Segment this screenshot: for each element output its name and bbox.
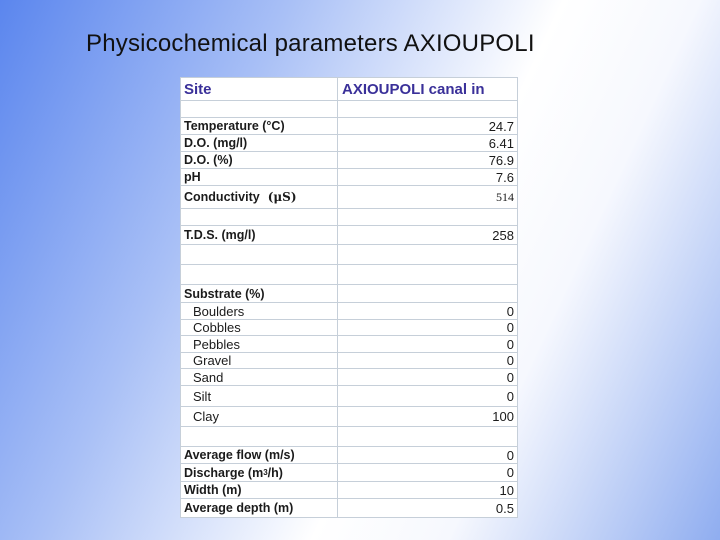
row-label: Boulders [181, 303, 338, 319]
row-value: 0 [506, 388, 514, 404]
table-row [181, 152, 517, 169]
row-value: 0 [506, 369, 514, 385]
row-label: Average flow (m/s) [181, 447, 338, 463]
table-row [181, 499, 517, 517]
discharge-label-suffix: /h) [267, 465, 283, 480]
row-label: Cobbles [181, 320, 338, 335]
table-header-row [181, 78, 517, 101]
table-row [181, 118, 517, 135]
row-value: 6.41 [488, 135, 514, 151]
site-header-value: AXIOUPOLI canal in [342, 80, 485, 98]
row-value: 10 [499, 482, 514, 498]
table-spacer-row [181, 265, 517, 285]
row-value: 514 [496, 189, 514, 204]
row-label: Clay [181, 407, 338, 426]
discharge-label-superscript: 3 [263, 468, 268, 477]
row-value: 7.6 [495, 169, 514, 185]
row-value: 0 [506, 303, 514, 319]
table-spacer-row [181, 427, 517, 447]
row-label: pH [181, 169, 338, 185]
row-label: Pebbles [181, 336, 338, 352]
row-label: Gravel [181, 353, 338, 368]
discharge-label-prefix: Discharge (m [184, 465, 264, 480]
table-row [181, 464, 517, 482]
row-label: D.O. (%) [181, 152, 338, 168]
table-row [181, 303, 517, 320]
row-value: 76.9 [488, 152, 514, 168]
table-row [181, 353, 517, 369]
table-row [181, 135, 517, 152]
parameters-table [180, 77, 518, 518]
row-label [181, 464, 338, 481]
row-label: Temperature (°C) [181, 118, 338, 134]
row-label: Width (m) [181, 482, 338, 498]
conductivity-label: Conductivity [184, 190, 260, 204]
table-row [181, 386, 517, 407]
row-label: D.O. (mg/l) [181, 135, 338, 151]
table-row [181, 369, 517, 386]
row-value: 0 [506, 447, 514, 463]
row-value: 258 [492, 227, 514, 243]
site-header-label: Site [181, 78, 338, 100]
table-row [181, 407, 517, 427]
row-value: 100 [492, 409, 514, 424]
row-value: 0 [506, 320, 514, 335]
row-value: 24.7 [488, 118, 514, 134]
row-label: Silt [181, 386, 338, 406]
table-spacer-row [181, 209, 517, 226]
table-spacer-row [181, 245, 517, 265]
row-value: 0 [506, 336, 514, 352]
row-label: Substrate (%) [181, 285, 338, 302]
row-value: 0.5 [495, 500, 514, 516]
conductivity-unit: (μS) [267, 190, 297, 204]
row-label: T.D.S. (mg/l) [181, 226, 338, 244]
table-row [181, 336, 517, 353]
row-label: Average depth (m) [181, 499, 338, 517]
table-row [181, 447, 517, 464]
table-row [181, 285, 517, 303]
table-row [181, 226, 517, 245]
table-row [181, 482, 517, 499]
row-value: 0 [506, 465, 514, 480]
table-row [181, 169, 517, 186]
table-row [181, 320, 517, 336]
row-label: Sand [181, 369, 338, 385]
table-spacer-row [181, 101, 517, 118]
table-row [181, 186, 517, 209]
row-label [181, 186, 338, 208]
slide-title: Physicochemical parameters AXIOUPOLI [86, 30, 535, 57]
row-value: 0 [506, 353, 514, 368]
row-value [338, 285, 517, 302]
